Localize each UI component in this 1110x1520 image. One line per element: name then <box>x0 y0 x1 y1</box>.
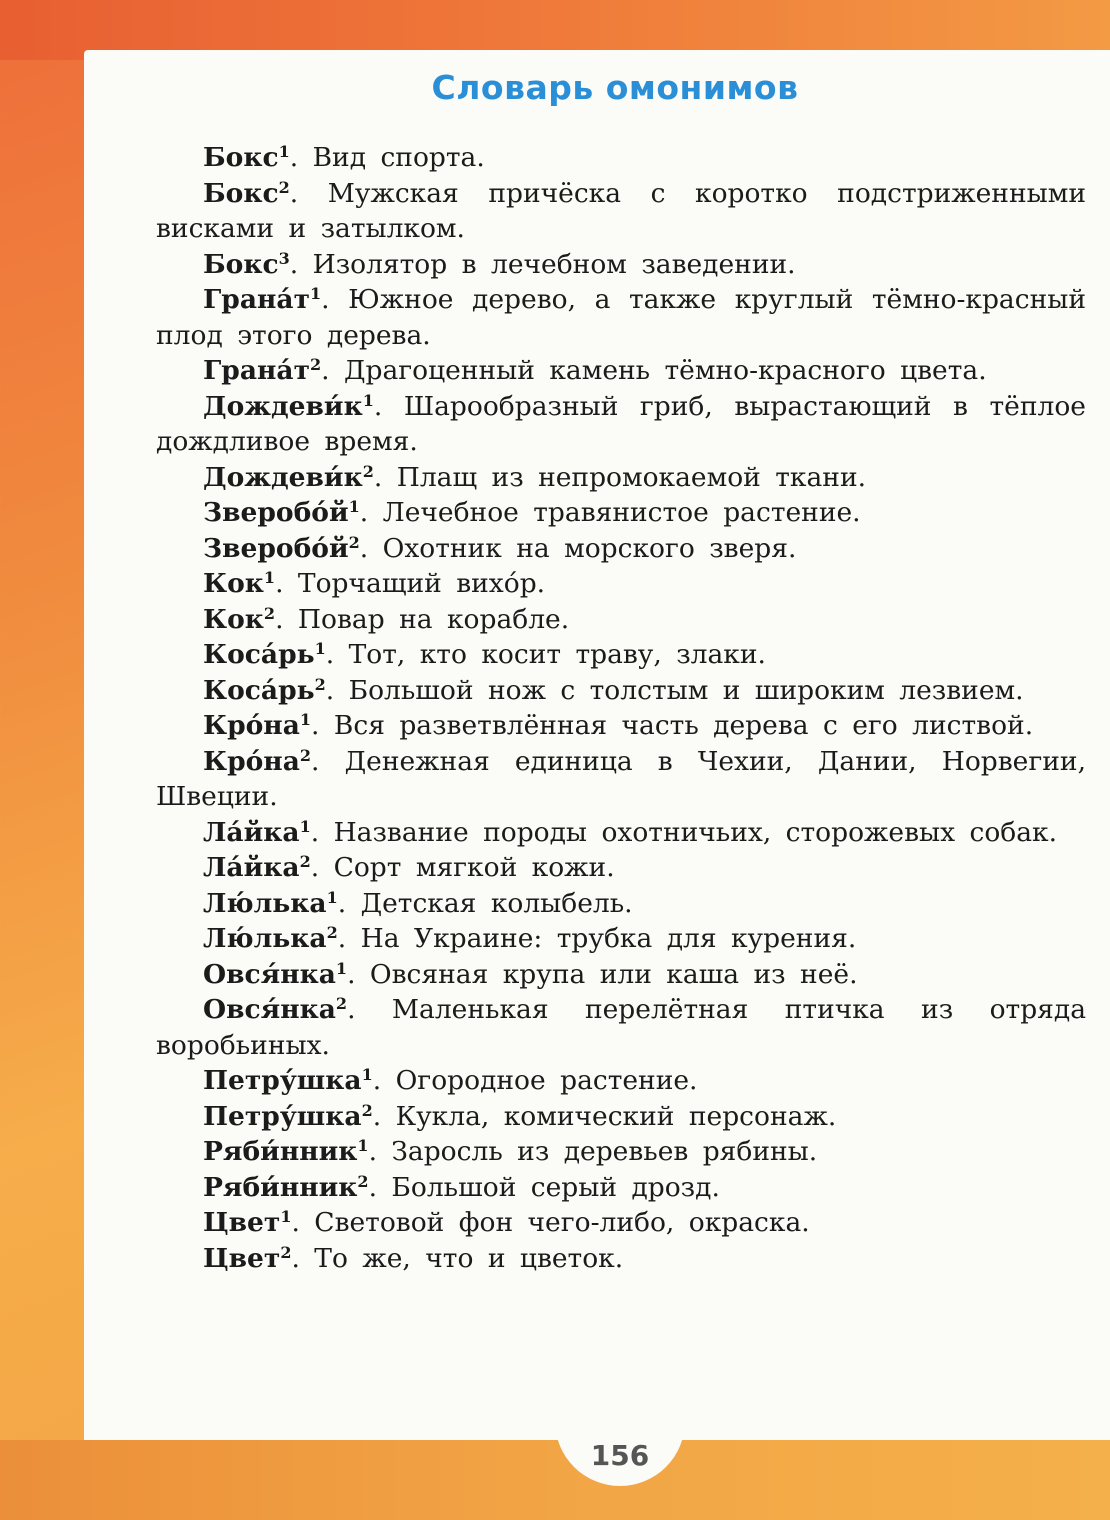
definition: . Южное дерево, а также круглый тёмно-красный плод этого дерева. <box>156 284 1086 351</box>
headword: Зверобо́й <box>203 532 349 564</box>
definition: . Овсяная крупа или каша из неё. <box>347 958 858 990</box>
headword: Ряби́нник <box>203 1136 358 1167</box>
homonym-index: 2 <box>280 1242 292 1262</box>
definition: . Тот, кто косит траву, злаки. <box>325 639 766 670</box>
homonym-index: 1 <box>314 639 326 658</box>
dictionary-entry <box>156 708 1086 744</box>
headword: Коса́рь <box>203 674 315 706</box>
homonym-index: 2 <box>361 1100 373 1120</box>
headword: Лю́лька <box>203 887 327 919</box>
dictionary-entry <box>156 992 1086 1063</box>
headword: Грана́т <box>203 284 310 315</box>
definition: . Название породы охотничьих, сторожевых собак. <box>310 816 1058 848</box>
headword: Коса́рь <box>203 639 315 670</box>
page-title: Словарь омонимов <box>431 68 799 107</box>
definition: . Световой фон чего-либо, окраска. <box>291 1207 810 1238</box>
homonym-index: 2 <box>348 532 360 552</box>
homonym-index: 2 <box>309 355 322 374</box>
dictionary-entry <box>156 957 1086 993</box>
dictionary-entry <box>156 1205 1086 1241</box>
definition: . Мужская причёска с коротко подстриженными висками и затылком. <box>156 177 1086 244</box>
homonym-index: 1 <box>299 710 312 729</box>
definition: . Драгоценный камень тёмно-красного цвета. <box>321 355 987 386</box>
homonym-index: 1 <box>309 284 322 303</box>
headword: Кро́на <box>203 745 300 777</box>
headword: Бокс <box>203 177 279 209</box>
homonym-index: 1 <box>362 390 374 410</box>
headword: Цвет <box>203 1207 281 1238</box>
dictionary-entry <box>156 1134 1086 1170</box>
definition: . Денежная единица в Чехии, Дании, Норвегии, Швеции. <box>156 745 1086 812</box>
dictionary-entry <box>156 1063 1086 1099</box>
homonym-index: 3 <box>278 248 290 268</box>
headword: Дождеви́к <box>203 390 363 422</box>
headword: Ла́йка <box>203 852 300 883</box>
dictionary-entry <box>156 1170 1086 1206</box>
dictionary-entry <box>156 495 1086 531</box>
page-number: 156 <box>590 1438 650 1472</box>
dictionary-entry <box>156 673 1086 709</box>
headword: Бокс <box>203 248 279 280</box>
dictionary-entry <box>156 886 1086 922</box>
definition: . Торчащий вихо́р. <box>275 568 546 599</box>
homonym-index: 1 <box>263 568 276 587</box>
headword: Петру́шка <box>203 1100 362 1132</box>
definition: . На Украине: трубка для курения. <box>337 923 857 954</box>
homonym-index: 1 <box>280 1207 292 1226</box>
definition: . Огородное растение. <box>372 1065 698 1096</box>
dictionary-entry <box>156 1099 1086 1135</box>
definition: . Большой серый дрозд. <box>368 1171 720 1203</box>
definition: . Сорт мягкой кожи. <box>310 852 615 883</box>
headword: Ряби́нник <box>203 1171 358 1203</box>
definition: . Маленькая перелётная птичка из отряда воробьиных. <box>156 994 1086 1061</box>
definition: . Вид спорта. <box>289 142 485 173</box>
dictionary-entry <box>156 602 1086 638</box>
headword: Кро́на <box>203 710 300 741</box>
headword: Зверобо́й <box>203 497 349 528</box>
headword: Кок <box>203 568 264 599</box>
homonym-index: 2 <box>299 745 312 765</box>
definition: . Большой нож с толстым и широким лезвием. <box>325 674 1024 706</box>
bottom-decorative-band <box>0 1440 1110 1520</box>
headword: Овся́нка <box>203 958 336 990</box>
headword: Ла́йка <box>203 816 300 848</box>
dictionary-entry <box>156 282 1086 353</box>
dictionary-entry <box>156 389 1086 460</box>
homonym-index: 1 <box>326 887 338 907</box>
definition: . То же, что и цветок. <box>291 1242 624 1274</box>
definition: . Детская колыбель. <box>337 887 633 919</box>
homonym-index: 2 <box>335 994 348 1013</box>
homonym-index: 1 <box>361 1065 373 1084</box>
homonym-index: 1 <box>357 1136 369 1155</box>
homonym-index: 2 <box>326 923 338 942</box>
definition: . Вся разветвлённая часть дерева с его листвой. <box>311 710 1034 741</box>
homonym-index: 2 <box>299 852 311 871</box>
definition: . Заросль из деревьев рябины. <box>368 1136 818 1167</box>
dictionary-entry <box>156 850 1086 886</box>
definition: . Кукла, комический персонаж. <box>372 1100 837 1132</box>
homonym-index: 2 <box>357 1171 369 1191</box>
definition: . Изолятор в лечебном заведении. <box>289 248 796 280</box>
headword: Петру́шка <box>203 1065 362 1096</box>
headword: Кок <box>203 603 264 635</box>
homonym-index: 1 <box>348 497 360 516</box>
definition: . Плащ из непромокаемой ткани. <box>373 461 867 493</box>
dictionary-entry <box>156 531 1086 567</box>
definition: . Повар на корабле. <box>275 603 570 635</box>
definition: . Шарообразный гриб, вырастающий в тёплое дождливое время. <box>156 390 1086 457</box>
dictionary-entry <box>156 140 1086 176</box>
headword: Бокс <box>203 142 279 173</box>
dictionary-entry <box>156 1241 1086 1277</box>
homonym-index: 2 <box>314 674 326 694</box>
headword: Цвет <box>203 1242 281 1274</box>
dictionary-entry <box>156 460 1086 496</box>
dictionary-entry <box>156 815 1086 851</box>
definition: . Охотник на морского зверя. <box>359 532 797 564</box>
headword: Дождеви́к <box>203 461 363 493</box>
dictionary-entry <box>156 566 1086 602</box>
dictionary-entry <box>156 921 1086 957</box>
homonym-index: 2 <box>362 461 374 481</box>
dictionary-entry <box>156 744 1086 815</box>
definition: . Лечебное травянистое растение. <box>359 497 861 528</box>
dictionary-entry <box>156 247 1086 283</box>
dictionary-entries <box>156 140 1086 1276</box>
headword: Лю́лька <box>203 923 327 954</box>
headword: Грана́т <box>203 355 310 386</box>
homonym-index: 2 <box>263 603 276 623</box>
headword: Овся́нка <box>203 994 336 1025</box>
homonym-index: 2 <box>278 177 290 197</box>
homonym-index: 1 <box>299 816 311 836</box>
dictionary-entry <box>156 637 1086 673</box>
dictionary-entry <box>156 353 1086 389</box>
homonym-index: 1 <box>335 958 348 978</box>
dictionary-entry <box>156 176 1086 247</box>
homonym-index: 1 <box>278 142 290 161</box>
